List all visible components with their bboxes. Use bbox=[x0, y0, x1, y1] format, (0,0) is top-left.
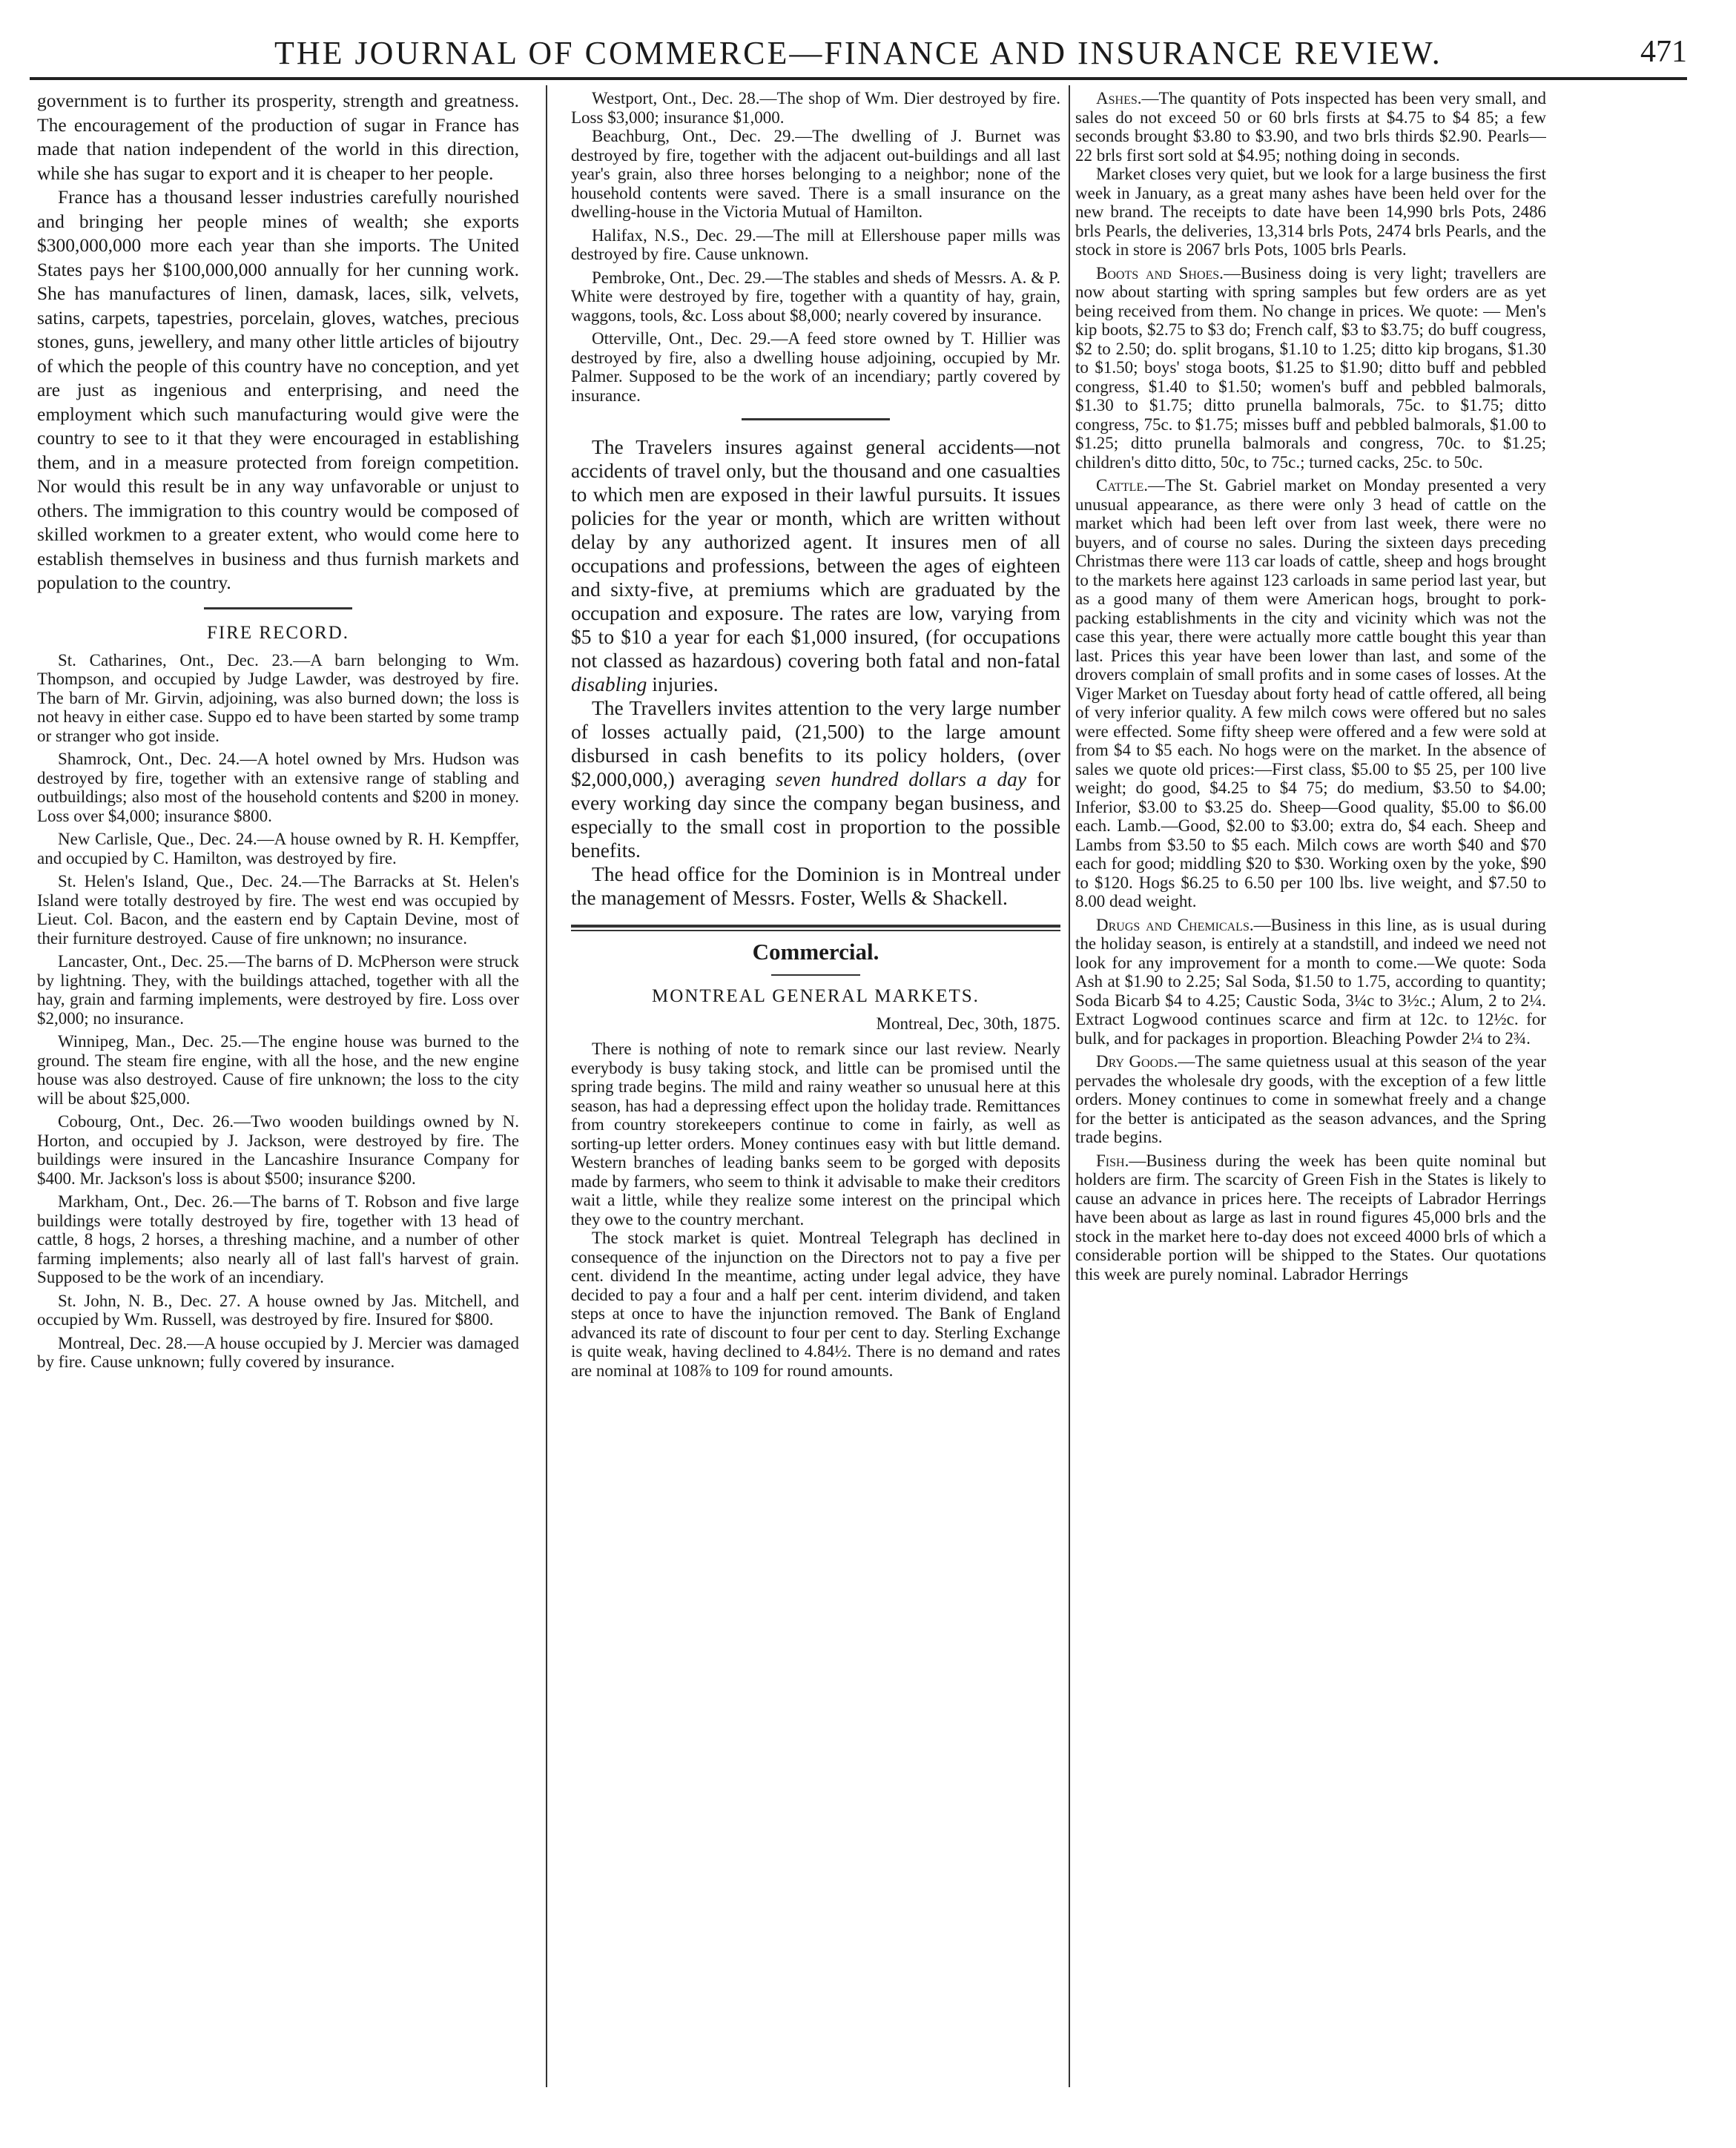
column-middle bbox=[571, 89, 1060, 2106]
fire-record-item: Otterville, Ont., Dec. 29.—A feed store owned by T. Hillier was destroyed by fire, also a dwelling house adjoining, occupied by Mr. Palmer. Supposed to be the work of an incendiary; partly covered by insurance. bbox=[571, 329, 1060, 405]
page-title: THE JOURNAL OF COMMERCE—FINANCE AND INSURANCE REVIEW. bbox=[274, 35, 1442, 71]
markets-paragraph: The stock market is quiet. Montreal Telegraph has declined in consequence of the injunction on the Directors not to pay a five per cent. dividend In the meantime, acting under legal advice, they have decided to pay a four and a half per cent. interim dividend, and taken steps at once to have the injunction removed. The Bank of England advanced its rate of discount to four per cent to day. Sterling Exchange is quite weak, having declined to 4.84½. There is no demand and rates are nominal at 108⅞ to 109 for round amounts. bbox=[571, 1229, 1060, 1380]
fire-record-item: Markham, Ont., Dec. 26.—The barns of T. Robson and five large buildings were totally destroyed by fire, together with 13 head of cattle, 8 hogs, 2 horses, a threshing machine, and a number of other farming implements; also nearly all of last fall's harvest of grain. Supposed to be the work of an incendiary. bbox=[37, 1192, 519, 1286]
travelers-ad-paragraph: The head office for the Dominion is in Montreal under the management of Messrs. Foster, Wells & Shackell. bbox=[571, 862, 1060, 909]
section-divider bbox=[742, 418, 890, 420]
page-header bbox=[30, 31, 1687, 73]
section-divider bbox=[771, 974, 860, 976]
travelers-ad-paragraph: The Travelers insures against general accidents—not accidents of travel only, but the thousand and one casualties to which men are exposed in their lawful pursuits. It issues policies for the year or month, which are written without delay by any authorized agent. It insures men of all occupations and professions, between the ages of eighteen and sixty-five, at premiums which are graduated by the occupation and exposure. The rates are low, varying from $5 to $10 a year for each $1,000 insured, (for occupations not classed as hazardous) covering both fatal and non-fatal disabling injuries. bbox=[571, 435, 1060, 695]
fire-record-item: St. Catharines, Ont., Dec. 23.—A barn belonging to Wm. Thompson, and occupied by Judge Lawder, was destroyed by fire. The barn of Mr. Girvin, adjoining, was also burned down; the loss is not heavy in either case. Suppo ed to have been started by some tramp or stranger who got inside. bbox=[37, 650, 519, 745]
fire-record-item: New Carlisle, Que., Dec. 24.—A house owned by R. H. Kempffer, and occupied by C. Hamilton, was destroyed by fire. bbox=[37, 830, 519, 868]
market-report-dry-goods: Dry Goods.—The same quietness usual at this season of the year pervades the wholesale dry goods, with the exception of a few little orders. Money continues to come in somewhat freely and a change for the better is anticipated as the season advances, and the Spring trade begins. bbox=[1075, 1052, 1546, 1146]
fire-record-item: Westport, Ont., Dec. 28.—The shop of Wm. Dier destroyed by fire. Loss $3,000; insurance $1,000. bbox=[571, 89, 1060, 127]
section-divider bbox=[204, 607, 352, 609]
column-right bbox=[1075, 89, 1546, 2106]
travelers-ad-paragraph: The Travellers invites attention to the very large number of losses actually paid, (21,500) to the large amount disbursed in cash benefits to its policy holders, (over $2,000,000,) averaging seven hundred dollars a day for every working day since the company began business, and especially to the small cost in proportion to the possible benefits. bbox=[571, 696, 1060, 862]
market-report-drugs: Drugs and Chemicals.—Business in this line, as is usual during the holiday season, is entirely at a standstill, and indeed we need not look for any improvement for a month to come.—We quote: Soda Ash at $1.90 to 2.25; Sal Soda, $1.50 to 1.75, according to quantity; Soda Bicarb $4 to 4.25; Caustic Soda, 3¼c to 3½c.; Alum, 2 to 2¼. Extract Logwood continues scarce and firm at 12c. to 12½c. for bulk, and for packages in proportion. Bleaching Powder 2¼ to 2¾. bbox=[1075, 915, 1546, 1048]
markets-paragraph: There is nothing of note to remark since our last review. Nearly everybody is busy taking stock, and little can be promised until the spring trade begins. The mild and rainy weather so unusual here at this season, has had a depressing effect upon the holiday trade. Remittances from country storekeepers continue to come in fairly, as well as sorting-up letter orders. Money continues easy with but little demand. Western branches of leading banks seem to be gorged with deposits made by farmers, who seem to think it advisable to make their creditors wait a little, while they realize some interest on the principal which they owe to the country merchant. bbox=[571, 1040, 1060, 1229]
market-report-ashes-cont: Market closes very quiet, but we look for a large business the first week in January, as a great many ashes have been held over for the new brand. The receipts to date have been 14,990 brls Pots, 2486 brls Pearls, the deliveries, 13,314 brls Pots, 2474 brls Pearls, and the stock in store is 2067 brls Pots, 1005 brls Pearls. bbox=[1075, 165, 1546, 259]
fire-record-item: Lancaster, Ont., Dec. 25.—The barns of D. McPherson were struck by lightning. They, with the buildings attached, together with all the hay, grain and farming implements, were destroyed by fire. Loss over $2,000; no insurance. bbox=[37, 952, 519, 1028]
section-double-rule bbox=[571, 930, 1060, 931]
market-report-ashes: Ashes.—The quantity of Pots inspected has been very small, and sales do not exceed 50 or 60 brls firsts at $4.75 to $4 85; a few seconds brought $3.80 to $3.90, and two brls thirds $2.90. Pearls—22 brls first sort sold at $4.95; nothing doing in seconds. bbox=[1075, 89, 1546, 165]
fire-record-item: Montreal, Dec. 28.—A house occupied by J. Mercier was damaged by fire. Cause unknown; fully covered by insurance. bbox=[37, 1333, 519, 1371]
fire-record-item: Beachburg, Ont., Dec. 29.—The dwelling of J. Burnet was destroyed by fire, together with the adjacent out-buildings and all last year's grain, also three horses belonging to a neighbor; none of the household contents were saved. There is a small insurance on the dwelling-house in the Victoria Mutual of Hamilton. bbox=[571, 127, 1060, 221]
essay-paragraph: France has a thousand lesser industries carefully nourished and bringing her people mines of wealth; she exports $300,000,000 more each year than she imports. The United States pays her $100,000,000 annually for her cunning work. She has manufactures of linen, damask, laces, silk, velvets, satins, carpets, tapestries, porcelain, gloves, watches, precious stones, guns, jewellery, and many other little articles of bijoutry of which the people of this country have no conception, and yet are just as ingenious and enterprising, and need the employment which such manufacturing would give were the country to see to it that they were encouraged in establishing them, and in a measure protected from foreign competition. Nor would this result be in any way unfavorable or unjust to others. The immigration to this country would be composed of skilled workmen to a greater extent, who would come here to establish themselves in business and thus furnish markets and population to the country. bbox=[37, 186, 519, 593]
fire-record-item: Winnipeg, Man., Dec. 25.—The engine house was burned to the ground. The steam fire engine, with all the hose, and the new engine house was also destroyed. Cause of fire unknown; the loss to the city will be about $25,000. bbox=[37, 1032, 519, 1108]
page-number: 471 bbox=[1640, 35, 1687, 69]
fire-record-item: Pembroke, Ont., Dec. 29.—The stables and sheds of Messrs. A. & P. White were destroyed by fire, together with a quantity of hay, grain, waggons, tools, &c. Loss about $8,000; nearly covered by insurance. bbox=[571, 268, 1060, 325]
fire-record-item: Cobourg, Ont., Dec. 26.—Two wooden buildings owned by N. Horton, and occupied by J. Jackson, were destroyed by fire. The buildings were insured in the Lancashire Insurance Company for $400. Mr. Jackson's loss is about $500; insurance $200. bbox=[37, 1112, 519, 1188]
section-double-rule bbox=[571, 925, 1060, 928]
column-divider bbox=[1069, 85, 1070, 2087]
market-report-cattle: Cattle.—The St. Gabriel market on Monday presented a very unusual appearance, as there were only 3 head of cattle on the market which had been left over from last week, there were no buyers, and of course no sales. During the sixteen days preceding Christmas there were 113 car loads of cattle, sheep and hogs brought to the markets here against 123 carloads in same period last year, but as a good many of them were American hogs, brought to pork-packing establishments in the city and vicinity which was not the case this year, there were actually more cattle bought this year than last. Prices this year have been lower than last, and some of the drovers complain of small profits and in some cases of losses. At the Viger Market on Tuesday about forty head of cattle offered, all being of very inferior quality. A few milch cows were offered but no sales were effected. Some fifty sheep were offered and a few were sold at from $4 to $5 each. No hogs were on the market. In the absence of sales we quote old prices:—First class, $5.00 to $5 25, per 100 live weight; do good, $4.25 to $4 75; do medium, $3.50 to $4.00; Inferior, $3.00 to $3.25 do. Sheep—Good quality, $5.00 to $6.00 each. Lamb.—Good, $2.00 to $3.00; extra do, $4 each. Sheep and Lambs from $3.50 to $5 each. Milch cows are worth $40 and $70 each for good; middling $20 to $30. Working oxen by the yoke, $90 to $120. Hogs $6.25 to 6.50 per 100 lbs. live weight, and $7.50 to 8.00 dead weight. bbox=[1075, 476, 1546, 911]
fire-record-item: St. John, N. B., Dec. 27. A house owned by Jas. Mitchell, and occupied by Wm. Russell, was destroyed by fire. Insured for $800. bbox=[37, 1291, 519, 1329]
fire-record-heading: FIRE RECORD. bbox=[206, 622, 350, 643]
markets-heading: MONTREAL GENERAL MARKETS. bbox=[652, 986, 980, 1006]
market-report-fish: Fish.—Business during the week has been quite nominal but holders are firm. The scarcity of Green Fish in the States is likely to cause an advance in prices here. The receipts of Labrador Herrings have been about as large as last in round figures 45,000 brls and the stock in the market here to-day does not exceed 4000 brls of which a considerable portion will be shipped to the States. Our quotations this week are purely nominal. Labrador Herrings bbox=[1075, 1151, 1546, 1283]
commercial-heading: Commercial. bbox=[752, 939, 879, 965]
markets-dateline: Montreal, Dec, 30th, 1875. bbox=[876, 1014, 1060, 1033]
column-divider bbox=[546, 85, 547, 2087]
fire-record-item: Halifax, N.S., Dec. 29.—The mill at Ellershouse paper mills was destroyed by fire. Cause unknown. bbox=[571, 225, 1060, 263]
column-left bbox=[37, 89, 519, 2106]
fire-record-item: Shamrock, Ont., Dec. 24.—A hotel owned by Mrs. Hudson was destroyed by fire, together with an extensive range of stabling and outbuildings; also most of the household contents and $200 in money. Loss over $4,000; insurance $800. bbox=[37, 750, 519, 825]
fire-record-item: St. Helen's Island, Que., Dec. 24.—The Barracks at St. Helen's Island were totally destroyed by fire. The west end was occupied by Lieut. Col. Bacon, and the eastern end by Captain Devine, most of their furniture destroyed. Cause of fire unknown; no insurance. bbox=[37, 872, 519, 948]
header-rule bbox=[30, 77, 1687, 80]
essay-paragraph: government is to further its prosperity, strength and greatness. The encouragement of the production of sugar in France has made that nation independent of the world in this direction, while she has sugar to export and it is cheaper to her people. bbox=[37, 90, 519, 184]
market-report-boots-shoes: Boots and Shoes.—Business doing is very light; travellers are now about starting with spring samples but few orders are as yet being received from them. No change in prices. We quote: — Men's kip boots, $2.75 to $3 do; French calf, $3 to $3.75; do buff cougress, $2 to 2.50; do. split brogans, $1.10 to 1.25; ditto kip brogans, $1.30 to $1.50; boys' stoga boots, $1.25 to $1.90; ditto buff and pebbled congress, $1.40 to $1.50; women's buff and pebbled balmorals, $1.30 to $1.75; ditto prunella balmorals, 75c. to $1.75; ditto congress, 75c. to $1.75; misses buff and pebbled balmorals, $1.00 to $1.25; ditto prunella balmorals and congress, 70c. to $1.25; children's ditto ditto, 50c, to 75c.; turned cacks, 25c. to 50c. bbox=[1075, 263, 1546, 472]
